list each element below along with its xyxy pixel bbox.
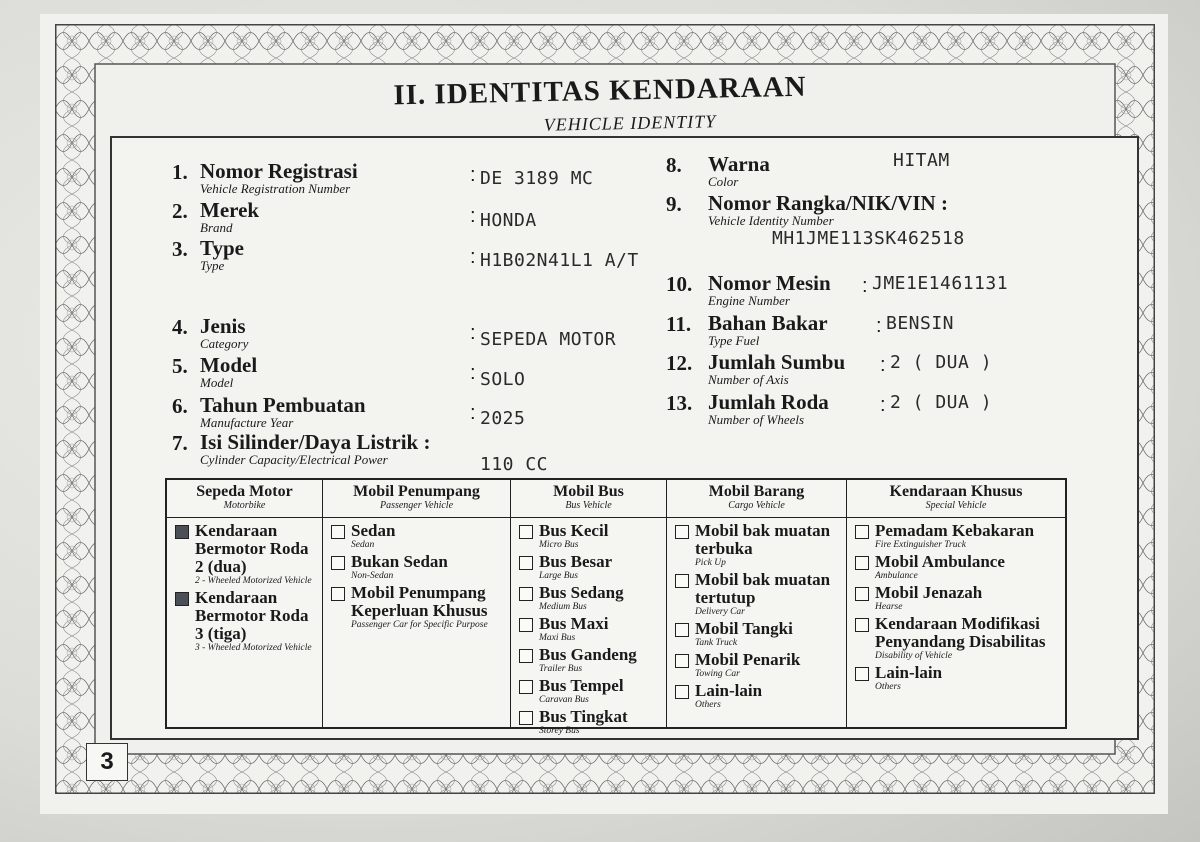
field-label: Merek: [200, 198, 260, 222]
field-label-group: [200, 237, 244, 273]
option-label: Sedan: [351, 521, 396, 540]
field-label-english: Engine Number: [708, 293, 790, 308]
field-colon: :: [470, 362, 476, 384]
option-label-english: Fire Extinguisher Truck: [875, 540, 966, 550]
field-number: 6.: [172, 394, 188, 418]
option-label: Mobil bak muatan terbuka: [695, 521, 831, 558]
option-label-english: Tank Truck: [695, 638, 738, 648]
field-number: 3.: [172, 237, 188, 261]
category-title: Sepeda Motor: [196, 483, 293, 500]
checkbox: [519, 649, 533, 663]
field-number: 10.: [666, 272, 693, 296]
field-colon: :: [880, 354, 886, 376]
field-label-group: [708, 351, 845, 387]
option-text: [875, 522, 1034, 550]
option-text: [539, 708, 628, 736]
category-title-english: Passenger Vehicle: [379, 500, 454, 511]
field-number: 9.: [666, 192, 682, 216]
option-label: Kendaraan Bermotor Roda 3 (tiga): [195, 588, 309, 643]
field-label-group: [200, 354, 257, 390]
category-header: [847, 480, 1065, 518]
field-value: SOLO: [480, 369, 526, 390]
category-option: [675, 522, 840, 568]
checkbox: [519, 680, 533, 694]
option-label-english: Sedan: [351, 540, 375, 550]
field-label: Isi Silinder/Daya Listrik :: [200, 430, 431, 454]
option-label: Pemadam Kebakaran: [875, 521, 1035, 540]
category-title: Kendaraan Khusus: [889, 483, 1023, 500]
option-label-english: Micro Bus: [539, 540, 579, 550]
field-number: 1.: [172, 160, 188, 184]
option-text: [695, 682, 762, 710]
checkbox: [675, 685, 689, 699]
option-text: [539, 677, 624, 705]
category-items: [323, 518, 510, 630]
option-label-english: Passenger Car for Specific Purpose: [351, 620, 488, 630]
field-number: 5.: [172, 354, 188, 378]
option-text: [351, 522, 395, 550]
field-colon: :: [876, 315, 882, 337]
option-text: [539, 646, 637, 674]
category-title-english: Bus Vehicle: [565, 500, 612, 511]
category-title: Mobil Penumpang: [353, 483, 480, 500]
option-text: [351, 553, 448, 581]
field-number: 2.: [172, 199, 188, 223]
checkbox: [519, 711, 533, 725]
option-label: Lain-lain: [695, 681, 763, 700]
checkbox: [855, 525, 869, 539]
category-option: [519, 553, 660, 581]
checkbox: [519, 525, 533, 539]
field-colon: :: [470, 164, 476, 186]
field-label-group: [708, 192, 948, 228]
category-option: [675, 620, 840, 648]
category-items: [167, 518, 322, 653]
field-label: Model: [200, 353, 258, 377]
field-label-group: [200, 160, 358, 196]
category-option: [331, 584, 504, 630]
field-label-group: [200, 199, 259, 235]
field-label: Type: [200, 236, 244, 260]
category-option: [855, 522, 1059, 550]
field-label-group: [708, 391, 829, 427]
option-text: [875, 615, 1059, 661]
option-label: Mobil Jenazah: [875, 583, 983, 602]
category-option: [175, 522, 316, 586]
category-option: [519, 708, 660, 736]
field-value: 2025: [480, 408, 526, 429]
option-label: Mobil Penumpang Keperluan Khusus: [351, 583, 488, 620]
field-label-english: Cylinder Capacity/Electrical Power: [200, 452, 388, 467]
field-label: Nomor Mesin: [708, 271, 831, 295]
field-colon: :: [470, 246, 476, 268]
field-label: Tahun Pembuatan: [200, 393, 366, 417]
page-number: 3: [86, 743, 128, 781]
category-items: [667, 518, 846, 710]
field-value: 2 ( DUA ): [890, 392, 993, 413]
field-number: 11.: [666, 312, 692, 336]
option-label-english: Caravan Bus: [539, 695, 589, 705]
field-number: 8.: [666, 153, 682, 177]
checked-checkbox: [175, 525, 189, 539]
category-title-english: Motorbike: [223, 500, 266, 511]
category-option: [855, 553, 1059, 581]
category-option: [519, 677, 660, 705]
field-label-group: [708, 312, 828, 348]
category-column: [511, 480, 667, 736]
field-label-english: Number of Axis: [708, 372, 789, 387]
option-label-english: Towing Car: [695, 669, 740, 679]
option-label-english: 2 - Wheeled Motorized Vehicle: [195, 576, 312, 586]
category-title: Mobil Barang: [708, 483, 805, 500]
option-text: [351, 584, 504, 630]
field-label: Jumlah Roda: [708, 390, 829, 414]
field-value: BENSIN: [886, 313, 955, 334]
field-label: Nomor Rangka/NIK/VIN :: [708, 191, 948, 215]
checkbox: [675, 574, 689, 588]
field-label-group: [708, 153, 770, 189]
option-text: [695, 522, 840, 568]
checkbox: [855, 618, 869, 632]
category-option: [675, 651, 840, 679]
option-label-english: Ambulance: [875, 571, 918, 581]
checkbox: [675, 623, 689, 637]
field-colon: :: [880, 394, 886, 416]
category-option: [519, 584, 660, 612]
option-label-english: Others: [875, 682, 901, 692]
field-label-group: [200, 315, 248, 351]
option-text: [695, 571, 840, 617]
option-label: Bukan Sedan: [351, 552, 448, 571]
field-label-english: Number of Wheels: [708, 412, 805, 427]
category-title: Mobil Bus: [553, 483, 624, 500]
category-column: [847, 480, 1065, 727]
field-number: 12.: [666, 351, 693, 375]
category-items: [847, 518, 1065, 692]
option-text: [875, 584, 982, 612]
field-number: 7.: [172, 431, 188, 455]
section-title: II. IDENTITAS KENDARAAN: [393, 70, 807, 112]
option-text: [695, 620, 793, 648]
field-value: MH1JME113SK462518: [772, 228, 965, 249]
field-value: JME1E1461131: [872, 273, 1009, 294]
category-option: [519, 615, 660, 643]
option-label: Bus Maxi: [539, 614, 609, 633]
field-label-english: Vehicle Identity Number: [708, 213, 834, 228]
option-label-english: Pick Up: [695, 558, 726, 568]
category-option: [519, 522, 660, 550]
field-label-english: Category: [200, 336, 249, 351]
field-label-english: Manufacture Year: [200, 415, 294, 430]
option-label-english: Storey Bus: [539, 726, 580, 736]
field-value: HITAM: [893, 150, 950, 171]
category-option: [855, 584, 1059, 612]
checkbox: [519, 556, 533, 570]
option-label-english: Medium Bus: [539, 602, 587, 612]
category-option: [519, 646, 660, 674]
field-colon: :: [862, 275, 868, 297]
category-items: [511, 518, 666, 736]
checkbox: [519, 587, 533, 601]
category-title-english: Cargo Vehicle: [728, 500, 785, 511]
option-label: Bus Tempel: [539, 676, 624, 695]
field-label: Jumlah Sumbu: [708, 350, 846, 374]
field-value: 2 ( DUA ): [890, 352, 993, 373]
category-header: [511, 480, 666, 518]
category-option: [675, 571, 840, 617]
checkbox: [331, 587, 345, 601]
field-label: Nomor Registrasi: [200, 159, 358, 183]
category-header: [167, 480, 322, 518]
option-label: Bus Kecil: [539, 521, 609, 540]
checkbox: [331, 525, 345, 539]
option-text: [875, 553, 1005, 581]
category-option: [855, 664, 1059, 692]
category-option: [675, 682, 840, 710]
option-text: [539, 553, 612, 581]
field-number: 4.: [172, 315, 188, 339]
field-value: DE 3189 MC: [480, 168, 594, 189]
checkbox: [675, 654, 689, 668]
vehicle-category-table: [165, 478, 1067, 736]
checkbox: [855, 667, 869, 681]
field-label-english: Brand: [200, 220, 233, 235]
field-label-group: [200, 431, 430, 467]
checkbox: [855, 587, 869, 601]
field-label-english: Type Fuel: [708, 333, 760, 348]
option-label-english: Trailer Bus: [539, 664, 583, 674]
option-label-english: Large Bus: [539, 571, 578, 581]
option-label-english: Non-Sedan: [351, 571, 394, 581]
option-text: [195, 589, 316, 653]
field-label: Bahan Bakar: [708, 311, 828, 335]
category-column: [667, 480, 847, 727]
category-header: [323, 480, 510, 518]
field-label: Warna: [708, 152, 770, 176]
option-label: Mobil Tangki: [695, 619, 793, 638]
field-value: H1B02N41L1 A/T: [480, 250, 639, 271]
option-label: Bus Sedang: [539, 583, 624, 602]
checkbox: [675, 525, 689, 539]
category-option: [175, 589, 316, 653]
category-option: [331, 553, 504, 581]
option-label-english: 3 - Wheeled Motorized Vehicle: [195, 643, 312, 653]
option-label: Bus Tingkat: [539, 707, 628, 726]
option-label: Mobil Penarik: [695, 650, 801, 669]
option-text: [695, 651, 800, 679]
field-label-group: [708, 272, 831, 308]
option-label: Kendaraan Bermotor Roda 2 (dua): [195, 521, 309, 576]
option-text: [539, 584, 624, 612]
field-label-english: Color: [708, 174, 739, 189]
option-label-english: Delivery Car: [695, 607, 745, 617]
field-value: SEPEDA MOTOR: [480, 329, 617, 350]
option-text: [195, 522, 316, 586]
option-label: Kendaraan Modifikasi Penyandang Disabilitas: [875, 614, 1046, 651]
field-value: 110 CC: [480, 454, 549, 475]
checkbox: [519, 618, 533, 632]
field-label: Jenis: [200, 314, 246, 338]
field-label-english: Type: [200, 258, 225, 273]
section-subtitle: VEHICLE IDENTITY: [543, 111, 717, 135]
field-colon: :: [470, 402, 476, 424]
category-option: [855, 615, 1059, 661]
option-label: Bus Besar: [539, 552, 613, 571]
checkbox: [855, 556, 869, 570]
option-label-english: Others: [695, 700, 721, 710]
category-title-english: Special Vehicle: [925, 500, 987, 511]
option-label: Mobil Ambulance: [875, 552, 1005, 571]
option-label: Lain-lain: [875, 663, 943, 682]
category-column: [167, 480, 323, 727]
category-option: [331, 522, 504, 550]
option-label-english: Disability of Vehicle: [875, 651, 953, 661]
field-label-english: Model: [200, 375, 234, 390]
option-label: Bus Gandeng: [539, 645, 637, 664]
field-number: 13.: [666, 391, 693, 415]
checked-checkbox: [175, 592, 189, 606]
category-column: [323, 480, 511, 727]
field-label-group: [200, 394, 366, 430]
option-text: [539, 522, 608, 550]
field-colon: :: [470, 205, 476, 227]
option-label-english: Hearse: [875, 602, 903, 612]
option-text: [539, 615, 608, 643]
field-colon: :: [470, 322, 476, 344]
field-label-english: Vehicle Registration Number: [200, 181, 351, 196]
field-value: HONDA: [480, 210, 537, 231]
category-header: [667, 480, 846, 518]
option-label-english: Maxi Bus: [539, 633, 576, 643]
checkbox: [331, 556, 345, 570]
option-label: Mobil bak muatan tertutup: [695, 570, 831, 607]
option-text: [875, 664, 942, 692]
